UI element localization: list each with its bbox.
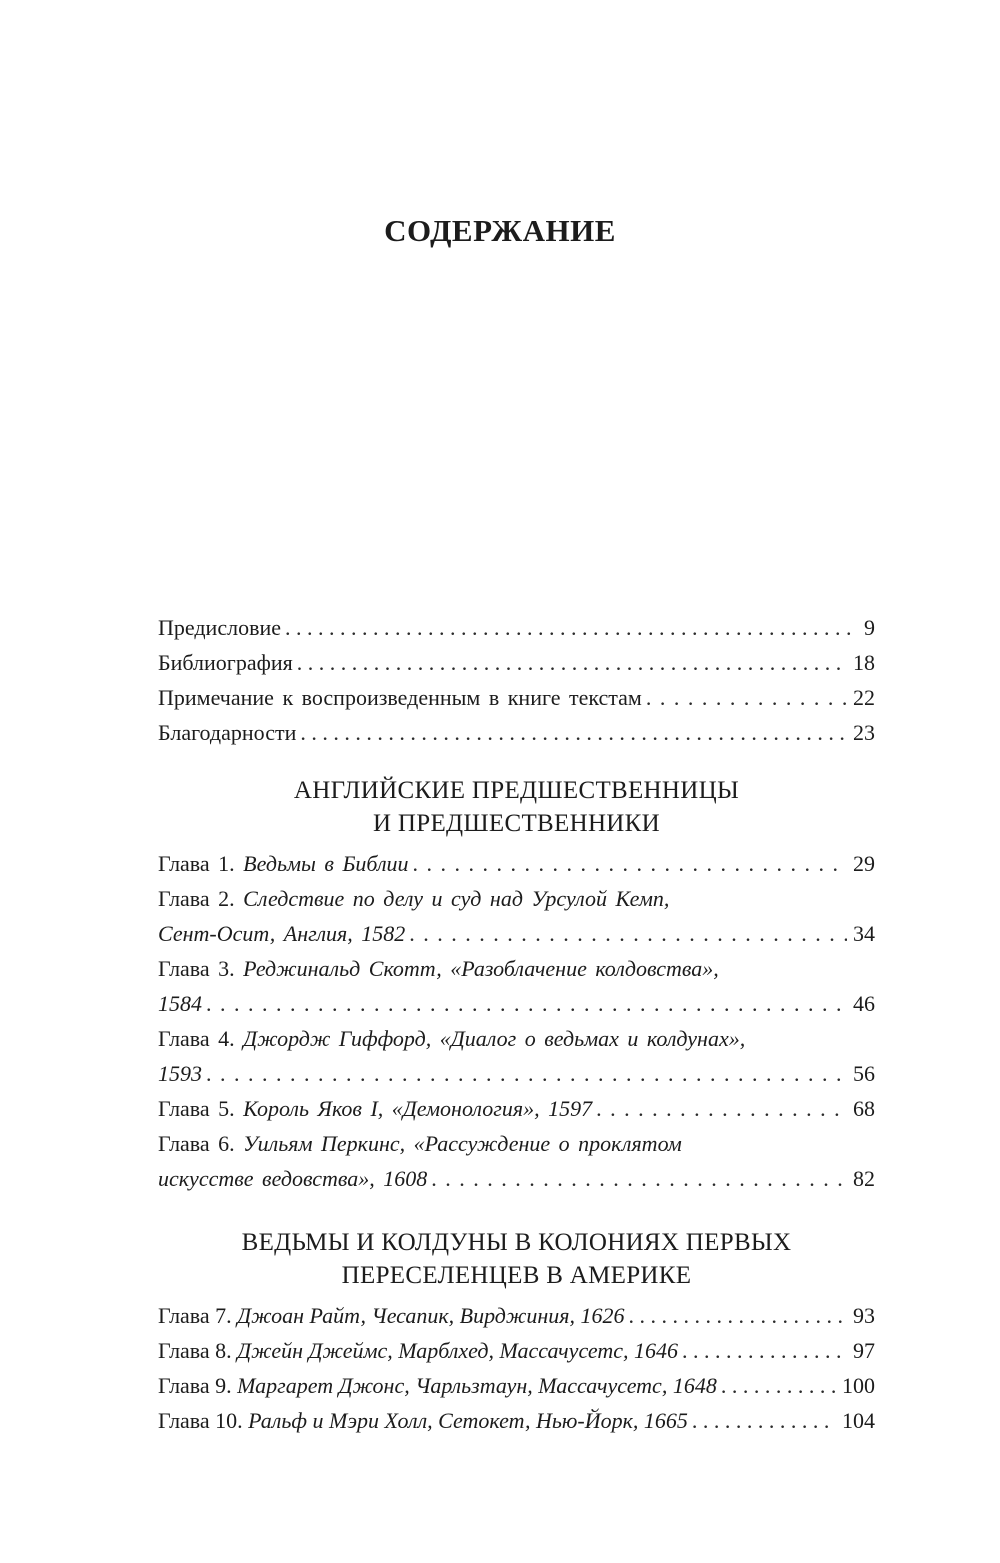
chapter-page: 29 [853, 851, 875, 876]
section-heading-english-predecessors [158, 774, 875, 840]
toc-entry-title: Библиография [158, 650, 293, 675]
section-heading-line: ПЕРЕСЕЛЕНЦЕВ В АМЕРИКЕ [341, 1262, 692, 1289]
toc-chapter-9[interactable] [158, 1368, 875, 1403]
table-of-contents [158, 610, 875, 1438]
chapter-title: Джейн Джеймс, Марблхед, Массачусетс, 1646 [237, 1338, 679, 1363]
dot-leader [413, 846, 847, 881]
chapter-page: 97 [853, 1338, 875, 1363]
chapter-title: Маргарет Джонс, Чарльзтаун, Массачусетс, 1648 [237, 1373, 717, 1398]
toc-entry-page: 23 [853, 720, 875, 745]
section-heading-line: АНГЛИЙСКИЕ ПРЕДШЕСТВЕННИЦЫ [293, 777, 740, 804]
dot-leader [629, 1298, 847, 1333]
chapter-title-continued: Сент-Осит, Англия, 1582 [158, 921, 406, 946]
chapter-label: Глава 8. [158, 1338, 232, 1363]
toc-entry-bibliography[interactable] [158, 645, 875, 680]
dot-leader [285, 610, 858, 645]
chapter-page: 100 [842, 1373, 875, 1398]
chapter-page: 56 [853, 1061, 875, 1086]
chapter-page: 68 [853, 1096, 875, 1121]
chapter-title: Реджинальд Скотт, «Разоблачение колдовства», [243, 956, 719, 981]
toc-entry-title: Примечание к воспроизведенным в книге текстам [158, 685, 642, 710]
toc-chapter-4[interactable] [158, 1021, 875, 1091]
toc-entry-preface[interactable] [158, 610, 875, 645]
chapter-title: Уильям Перкинс, «Рассуждение о проклятом [243, 1131, 682, 1156]
toc-chapter-8[interactable] [158, 1333, 875, 1368]
toc-chapter-10[interactable] [158, 1403, 875, 1438]
toc-entry-page: 18 [853, 650, 875, 675]
chapter-title-continued: 1584 [158, 991, 202, 1016]
dot-leader [721, 1368, 836, 1403]
chapter-label: Глава 10. [158, 1408, 243, 1433]
toc-entry-title: Благодарности [158, 720, 297, 745]
chapter-label: Глава 7. [158, 1303, 232, 1328]
dot-leader [682, 1333, 847, 1368]
dot-leader [409, 916, 847, 951]
toc-entry-acknowledgements[interactable] [158, 715, 875, 750]
toc-chapter-3[interactable] [158, 951, 875, 1021]
toc-chapter-2[interactable] [158, 881, 875, 951]
chapter-label: Глава 5. [158, 1096, 235, 1121]
dot-leader [300, 715, 847, 750]
chapter-label: Глава 1. [158, 851, 235, 876]
dot-leader [206, 986, 847, 1021]
chapter-page: 93 [853, 1303, 875, 1328]
chapter-label: Глава 4. [158, 1026, 235, 1051]
chapter-label: Глава 3. [158, 956, 235, 981]
chapter-page: 46 [853, 991, 875, 1016]
dot-leader [596, 1091, 847, 1126]
chapter-title: Ральф и Мэри Холл, Сетокет, Нью-Йорк, 1665 [248, 1408, 688, 1433]
toc-chapter-6[interactable] [158, 1126, 875, 1196]
toc-chapter-1[interactable] [158, 846, 875, 881]
dot-leader [297, 645, 847, 680]
chapter-title: Следствие по делу и суд над Урсулой Кемп, [243, 886, 670, 911]
chapter-page: 104 [842, 1408, 875, 1433]
chapter-page: 82 [853, 1166, 875, 1191]
chapter-title-continued: 1593 [158, 1061, 202, 1086]
chapter-page: 34 [853, 921, 875, 946]
toc-entry-page: 9 [864, 615, 875, 640]
page-title: СОДЕРЖАНИЕ [384, 212, 616, 248]
dot-leader [692, 1403, 836, 1438]
section-heading-line: ВЕДЬМЫ И КОЛДУНЫ В КОЛОНИЯХ ПЕРВЫХ [241, 1229, 792, 1256]
chapter-label: Глава 9. [158, 1373, 232, 1398]
dot-leader [431, 1161, 847, 1196]
toc-chapter-7[interactable] [158, 1298, 875, 1333]
chapter-title-continued: искусстве ведовства», 1608 [158, 1166, 428, 1191]
chapter-title: Джордж Гиффорд, «Диалог о ведьмах и колдунах», [243, 1026, 746, 1051]
toc-entry-title: Предисловие [158, 615, 281, 640]
section-heading-line: И ПРЕДШЕСТВЕННИКИ [373, 810, 660, 837]
section-heading-american-colonies [158, 1226, 875, 1292]
dot-leader [206, 1056, 847, 1091]
chapter-title: Джоан Райт, Чесапик, Вирджиния, 1626 [237, 1303, 625, 1328]
chapter-title: Король Яков I, «Демонология», 1597 [243, 1096, 593, 1121]
chapter-label: Глава 6. [158, 1131, 235, 1156]
toc-entry-page: 22 [853, 685, 875, 710]
toc-entry-note-on-texts[interactable] [158, 680, 875, 715]
chapter-label: Глава 2. [158, 886, 235, 911]
chapter-title: Ведьмы в Библии [243, 851, 409, 876]
dot-leader [646, 680, 847, 715]
toc-chapter-5[interactable] [158, 1091, 875, 1126]
